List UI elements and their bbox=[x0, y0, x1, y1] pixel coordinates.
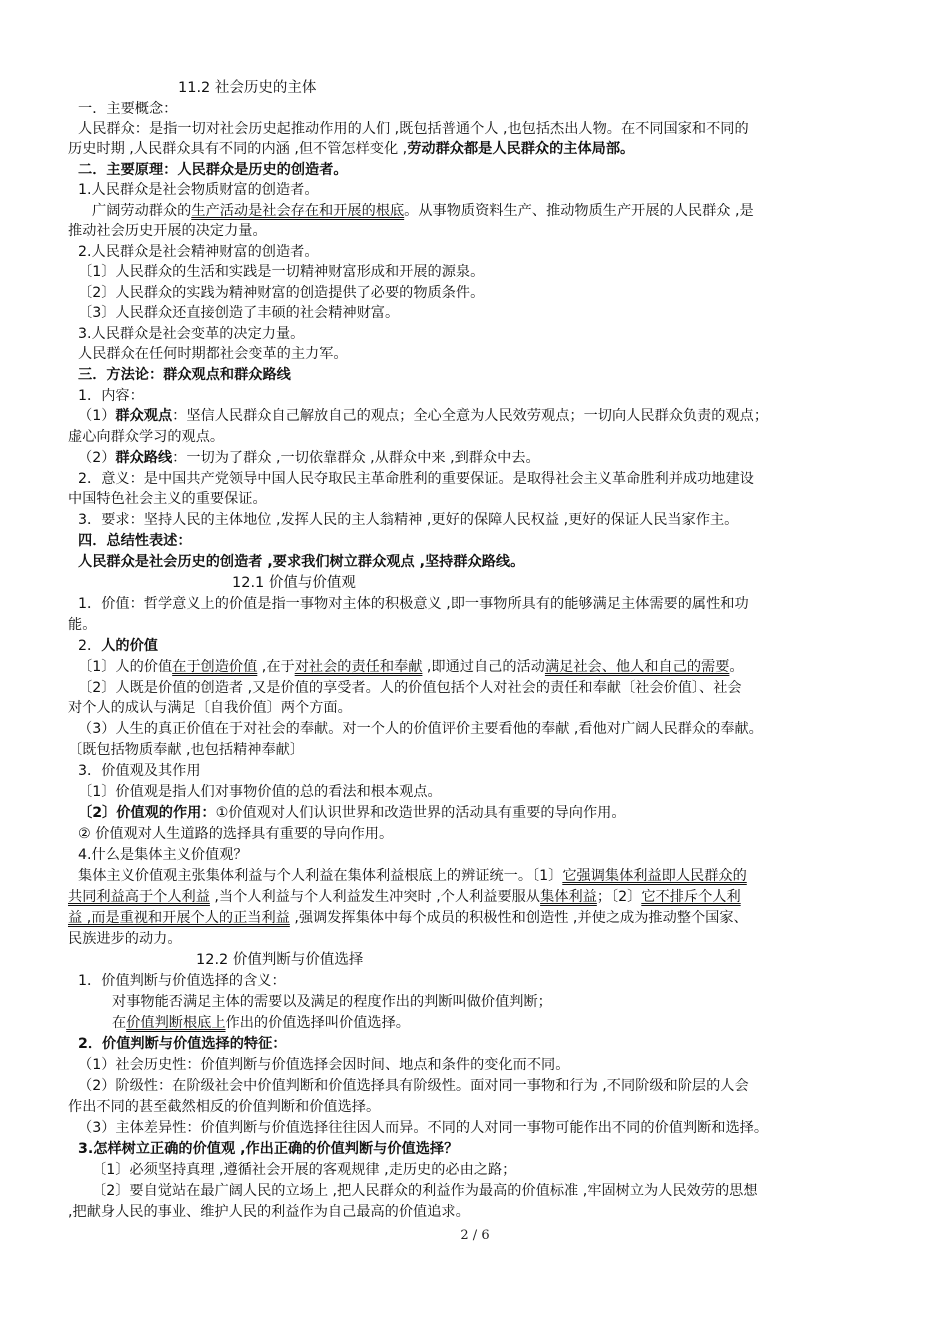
paragraph-line: 虚心向群众学习的观点。 bbox=[68, 429, 225, 445]
section-title-12-1: 12.1 价值与价值观 bbox=[232, 575, 356, 591]
principle-2: 2.人民群众是社会精神财富的创造者。 bbox=[78, 244, 319, 260]
paragraph-line: 〔1〕人的价值在于创造价值 ,在于对社会的责任和奉献 ,即通过自己的活动满足社会、他人和自己的需要。 bbox=[78, 659, 744, 675]
paragraph-line: 3．价值观及其作用 bbox=[78, 763, 201, 779]
list-item: 〔2〕人民群众的实践为精神财富的创造提供了必要的物质条件。 bbox=[78, 285, 485, 301]
paragraph-line: 作出不同的甚至截然相反的价值判断和价值选择。 bbox=[68, 1099, 381, 1115]
underlined-text: 满足社会、他人和自己的需要 bbox=[544, 659, 730, 675]
principle-1: 1.人民群众是社会物质财富的创造者。 bbox=[78, 182, 319, 198]
paragraph-line: 对个人的成认与满足〔自我价值〕两个方面。 bbox=[68, 700, 352, 716]
paragraph-line: 对事物能否满足主体的需要以及满足的程度作出的判断叫做价值判断； bbox=[112, 994, 552, 1010]
heading-how-to: 3.怎样树立正确的价值观 ,作出正确的价值判断与价值选择？ bbox=[78, 1141, 459, 1157]
summary-statement: 人民群众是社会历史的创造者 ,要求我们树立群众观点 ,坚持群众路线。 bbox=[78, 554, 525, 570]
paragraph-line: 〔1〕价值观是指人们对事物价值的总的看法和根本观点。 bbox=[78, 784, 442, 800]
section-title-12-2: 12.2 价值判断与价值选择 bbox=[196, 952, 364, 968]
paragraph-line: 广阔劳动群众的生产活动是社会存在和开展的根底。从事物质资料生产、推动物质生产开展的人民群众 ,是 bbox=[92, 203, 754, 219]
paragraph-line: 〔2〕要自觉站在最广阔人民的立场上 ,把人民群众的利益作为最高的价值标准 ,牢固树立为人民效劳的思想 bbox=[92, 1183, 758, 1199]
underlined-text: 它不排斥个人利 bbox=[641, 889, 741, 905]
heading-principles: 二．主要原理：人民群众是历史的创造者。 bbox=[78, 162, 348, 178]
heading-features: 2．价值判断与价值选择的特征： bbox=[78, 1036, 287, 1052]
underlined-text: 对社会的责任和奉献 bbox=[294, 659, 423, 675]
paragraph-line: 集体主义价值观主张集体利益与个人利益在集体利益根底上的辨证统一。〔1〕它强调集体利益即人民群众的 bbox=[78, 868, 747, 884]
principle-3: 3.人民群众是社会变革的决定力量。 bbox=[78, 326, 305, 342]
paragraph-line: （1）群众观点：坚信人民群众自己解放自己的观点；全心全意为人民效劳观点；一切向人民群众负责的观点； bbox=[78, 408, 769, 424]
paragraph-line: （3）人生的真正价值在于对社会的奉献。对一个人的价值评价主要看他的奉献 ,看他对广阔人民群众的奉献。 bbox=[78, 721, 763, 737]
underlined-text: 它强调集体利益即人民群众的 bbox=[562, 868, 747, 884]
list-item: 〔1〕人民群众的生活和实践是一切精神财富形成和开展的源泉。 bbox=[78, 264, 485, 280]
paragraph-line: 人民群众：是指一切对社会历史起推动作用的人们 ,既包括普通个人 ,也包括杰出人物。在不同国家和不同的 bbox=[78, 121, 749, 137]
underlined-text: 价值判断根底上 bbox=[126, 1015, 226, 1031]
paragraph-line: ② 价值观对人生道路的选择具有重要的导向作用。 bbox=[78, 826, 394, 842]
paragraph-line: 能。 bbox=[68, 617, 97, 633]
list-item: 〔3〕人民群众还直接创造了丰硕的社会精神财富。 bbox=[78, 305, 400, 321]
underlined-text: 在于创造价值 bbox=[172, 659, 258, 675]
paragraph-line: 2．意义：是中国共产党领导中国人民夺取民主革命胜利的重要保证。是取得社会主义革命胜利并成功地建设 bbox=[78, 471, 754, 487]
heading-key-concepts: 一．主要概念： bbox=[78, 101, 178, 117]
paragraph-line: 2．人的价值 bbox=[78, 638, 158, 654]
paragraph-line: （2）群众路线：一切为了群众 ,一切依靠群众 ,从群众中来 ,到群众中去。 bbox=[78, 450, 540, 466]
paragraph-line: 在价值判断根底上作出的价值选择叫价值选择。 bbox=[112, 1015, 410, 1031]
paragraph-line: 4.什么是集体主义价值观？ bbox=[78, 847, 248, 863]
paragraph-line: 1．价值：哲学意义上的价值是指一事物对主体的积极意义 ,即一事物所具有的能够满足主体需要的属性和功 bbox=[78, 596, 749, 612]
section-title-11-2: 11.2 社会历史的主体 bbox=[178, 80, 317, 96]
heading-summary: 四．总结性表述： bbox=[78, 533, 192, 549]
paragraph-line: 人民群众在任何时期都社会变革的主力军。 bbox=[78, 346, 348, 362]
paragraph-line: 3．要求：坚持人民的主体地位 ,发挥人民的主人翁精神 ,更好的保障人民权益 ,更好的保证人民当家作主。 bbox=[78, 512, 739, 528]
page-number: 2 / 6 bbox=[460, 1228, 490, 1243]
paragraph-line: ,把献身人民的事业、维护人民的利益作为自己最高的价值追求。 bbox=[68, 1204, 470, 1220]
paragraph-line: 益 ,而是重视和开展个人的正当利益 ,强调发挥集体中每个成员的积极性和创造性 ,并使之成为推动整个国家、 bbox=[68, 910, 748, 926]
paragraph-line: （2）阶级性：在阶级社会中价值判断和价值选择具有阶级性。面对同一事物和行为 ,不同阶级和阶层的人会 bbox=[78, 1078, 749, 1094]
paragraph-line: 1．价值判断与价值选择的含义： bbox=[78, 973, 286, 989]
heading-methodology: 三．方法论：群众观点和群众路线 bbox=[78, 367, 291, 383]
underlined-text: 共同利益高于个人利益 bbox=[68, 889, 210, 905]
paragraph-line: （1）社会历史性：价值判断与价值选择会因时间、地点和条件的变化而不同。 bbox=[78, 1057, 570, 1073]
paragraph-line: 民族进步的动力。 bbox=[68, 931, 182, 947]
emphasis-text: 劳动群众都是人民群众的主体局部。 bbox=[407, 141, 635, 157]
underlined-text: 集体利益 bbox=[540, 889, 597, 905]
paragraph-line: 〔既包括物质奉献 ,也包括精神奉献〕 bbox=[68, 742, 305, 758]
paragraph-line: 历史时期 ,人民群众具有不同的内涵 ,但不管怎样变化 ,劳动群众都是人民群众的主体局部。 bbox=[68, 141, 635, 157]
paragraph-line: 〔2〕人既是价值的创造者 ,又是价值的享受者。人的价值包括个人对社会的责任和奉献〔社会价值〕、社会 bbox=[78, 680, 742, 696]
paragraph-line: 中国特色社会主义的重要保证。 bbox=[68, 491, 267, 507]
paragraph-line: （3）主体差异性：价值判断与价值选择往往因人而异。不同的人对同一事物可能作出不同的价值判断和选择。 bbox=[78, 1120, 769, 1136]
underlined-text: 益 ,而是重视和开展个人的正当利益 bbox=[68, 910, 290, 926]
paragraph-line: 〔1〕必须坚持真理 ,遵循社会开展的客观规律 ,走历史的必由之路； bbox=[92, 1162, 517, 1178]
paragraph-line: 推动社会历史开展的决定力量。 bbox=[68, 223, 267, 239]
underlined-text: 生产活动是社会存在和开展的根底 bbox=[191, 203, 405, 219]
paragraph-line: 〔2〕价值观的作用：①价值观对人们认识世界和改造世界的活动具有重要的导向作用。 bbox=[78, 805, 626, 821]
paragraph-line: 共同利益高于个人利益 ,当个人利益与个人利益发生冲突时 ,个人利益要服从集体利益；〔2〕它不排斥个人利 bbox=[68, 889, 741, 905]
paragraph-line: 1．内容： bbox=[78, 388, 144, 404]
